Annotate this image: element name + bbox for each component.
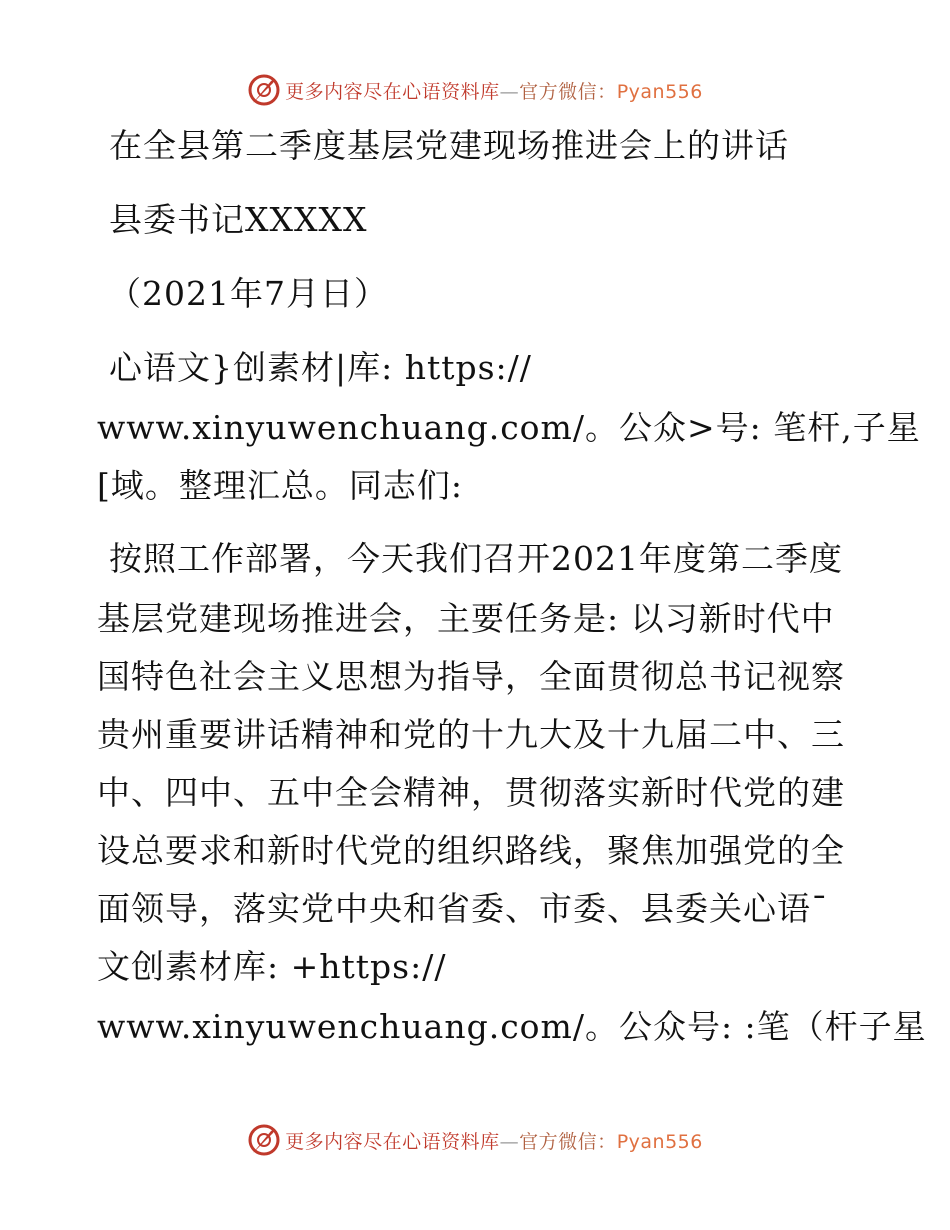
document-title: 在全县第二季度基层党建现场推进会上的讲话 — [109, 126, 789, 165]
body-line: 中、四中、五中全会精神，贯彻落实新时代党的建 — [97, 773, 845, 812]
body-line: 文创素材库: +https:// — [97, 947, 447, 986]
quill-circle-icon — [247, 1123, 281, 1157]
body-line: 面领导，落实党中央和省委、市委、县委关心语¯ — [97, 889, 829, 928]
body-line: 基层党建现场推进会，主要任务是: 以习新时代中 — [97, 599, 835, 638]
watermark-wechat-id: Pyan556 — [616, 1130, 703, 1153]
body-line: 贵州重要讲话精神和党的十九大及十九届二中、三 — [97, 715, 845, 754]
document-author: 县委书记XXXXX — [109, 200, 368, 239]
footer-watermark — [0, 1120, 950, 1160]
watermark-wechat-id: Pyan556 — [616, 80, 703, 103]
watermark-text: 更多内容尽在心语资料库 — [285, 1130, 500, 1153]
body-line: 设总要求和新时代党的组织路线，聚焦加强党的全 — [97, 831, 845, 870]
watermark-dash: — — [499, 80, 520, 103]
body-line: 国特色社会主义思想为指导，全面贯彻总书记视察 — [97, 657, 845, 696]
body-line: [域。整理汇总。同志们: — [97, 466, 463, 505]
document-date: （2021年7月日） — [108, 274, 388, 313]
watermark-wechat-label: 官方微信： — [519, 80, 617, 103]
body-line: www.xinyuwenchuang.com/。公众号: :笔（杆子星 — [97, 1007, 927, 1046]
header-watermark — [0, 70, 950, 110]
watermark-dash: — — [499, 1130, 520, 1153]
watermark-wechat-label: 官方微信： — [519, 1130, 617, 1153]
quill-circle-icon — [247, 73, 281, 107]
watermark-text: 更多内容尽在心语资料库 — [285, 80, 500, 103]
body-line: 心语文}创素材|库: https:// — [109, 348, 532, 387]
body-line: 按照工作部署，今天我们召开2021年度第二季度 — [109, 539, 843, 578]
body-line: www.xinyuwenchuang.com/。公众>号: 笔杆,子星 — [97, 408, 921, 447]
